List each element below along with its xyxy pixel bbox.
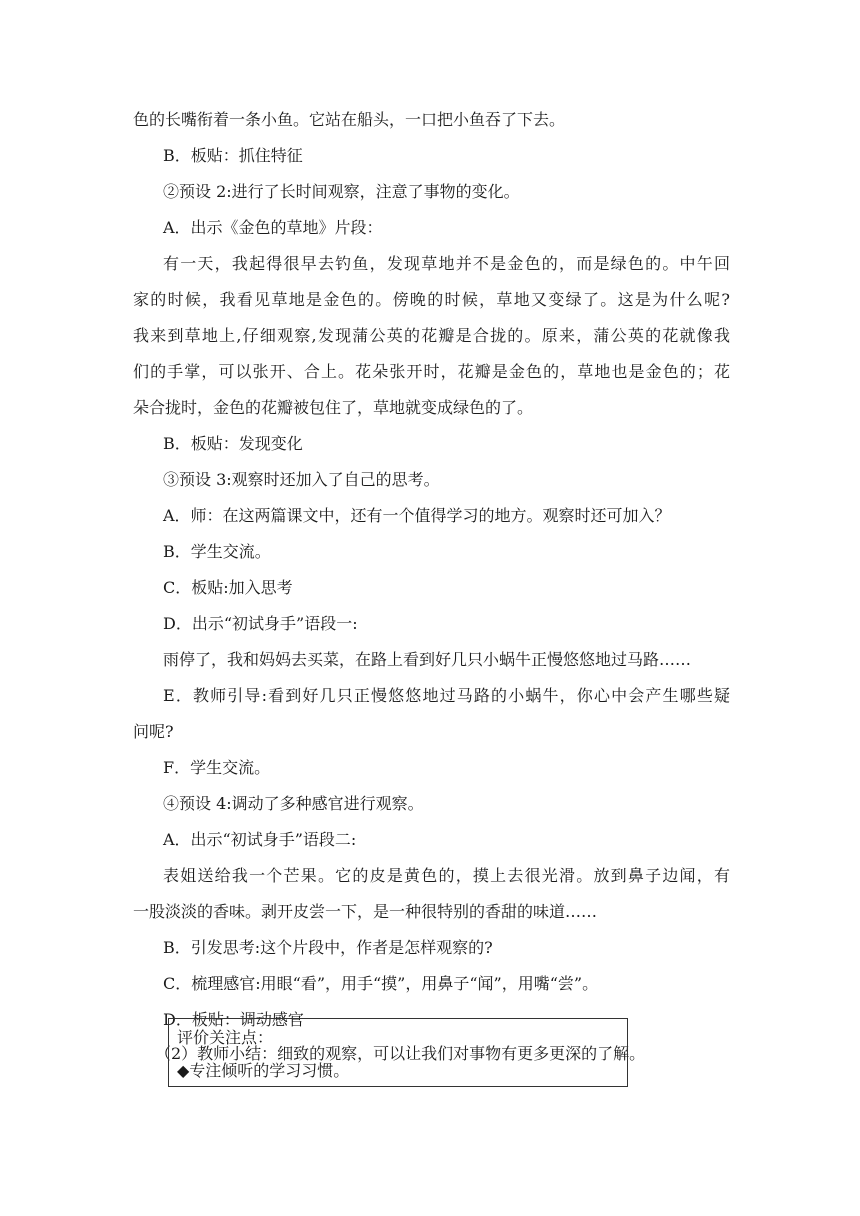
- text-line: A．师：在这两篇课文中，还有一个值得学习的地方。观察时还可加入？: [163, 506, 671, 525]
- text-line: ②预设 2:进行了长时间观察，注意了事物的变化。: [163, 182, 520, 201]
- text-line: D．出示“初试身手”语段一:: [163, 614, 358, 633]
- text-line: 表姐送给我一个芒果。它的皮是黄色的，摸上去很光滑。放到鼻子边闻，有: [163, 866, 730, 885]
- text-line: B．学生交流。: [163, 542, 271, 561]
- text-line: D．板贴：调动感官: [163, 1010, 304, 1029]
- summary-line: （2）教师小结：细致的观察，可以让我们对事物有更多更深的了解。: [155, 1044, 646, 1063]
- text-line: C．梳理感官:用眼“看”，用手“摸”，用鼻子“闻”，用嘴“尝”。: [163, 974, 599, 993]
- text-line: C．板贴:加入思考: [163, 578, 293, 597]
- text-line: ③预设 3:观察时还加入了自己的思考。: [163, 470, 440, 489]
- text-line: 色的长嘴衔着一条小鱼。它站在船头，一口把小鱼吞了下去。: [133, 110, 566, 129]
- text-line: A．出示《金色的草地》片段：: [163, 218, 383, 237]
- text-line: 有一天，我起得很早去钓鱼，发现草地并不是金色的，而是绿色的。中午回: [163, 254, 730, 273]
- text-line: B．引发思考:这个片段中，作者是怎样观察的?: [163, 938, 493, 957]
- text-line: 一股淡淡的香味。剥开皮尝一下，是一种很特别的香甜的味道……: [133, 902, 598, 921]
- text-line: ④预设 4:调动了多种感官进行观察。: [163, 794, 424, 813]
- evaluation-box: [168, 1018, 628, 1087]
- evaluation-title: 评价关注点：: [177, 1028, 274, 1047]
- text-line: B．板贴：发现变化: [163, 434, 303, 453]
- text-line: 问呢?: [133, 722, 174, 741]
- text-line: B．板贴：抓住特征: [163, 146, 303, 165]
- text-line: E．教师引导:看到好几只正慢悠悠地过马路的小蜗牛，你心中会产生哪些疑: [163, 686, 730, 705]
- text-line: 朵合拢时，金色的花瓣被包住了，草地就变成绿色的了。: [133, 398, 534, 417]
- text-line: F．学生交流。: [163, 758, 271, 777]
- evaluation-item: ◆专注倾听的学习习惯。: [177, 1061, 350, 1080]
- text-line: 雨停了，我和妈妈去买菜，在路上看到好几只小蜗牛正慢悠悠地过马路……: [163, 650, 692, 669]
- text-line: 们的手掌，可以张开、合上。花朵张开时，花瓣是金色的，草地也是金色的；花: [133, 362, 730, 381]
- text-line: A．出示“初试身手”语段二:: [163, 830, 357, 849]
- text-line: 我来到草地上,仔细观察,发现蒲公英的花瓣是合拢的。原来，蒲公英的花就像我: [133, 326, 730, 345]
- text-line: 家的时候，我看见草地是金色的。傍晚的时候，草地又变绿了。这是为什么呢?: [133, 290, 730, 309]
